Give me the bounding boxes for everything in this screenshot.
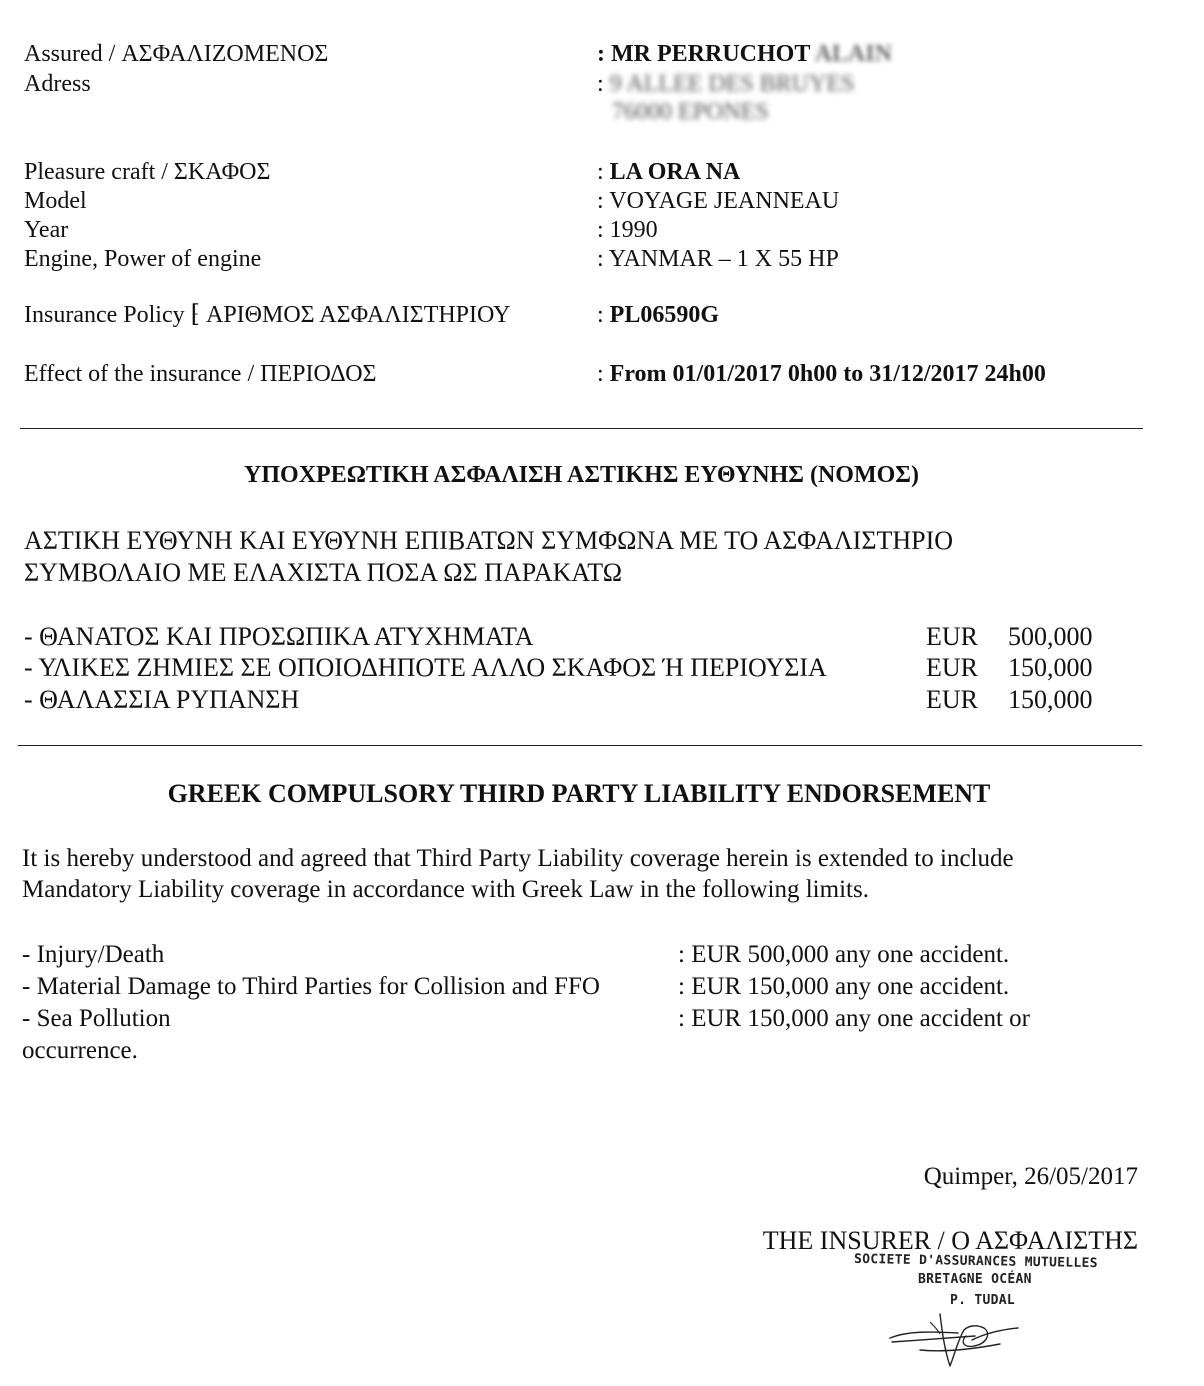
engine-value bbox=[597, 247, 839, 271]
greek-paragraph-line1: ΑΣΤΙΚΗ ΕΥΘΥΝΗ ΚΑΙ ΕΥΘΥΝΗ ΕΠΙΒΑΤΩΝ ΣΥΜΦΩΝΑ ΜΕ ΤΟ ΑΣΦΑΛΙΣΤΗΡΙΟ bbox=[24, 526, 954, 555]
address-line1-redacted: 9 ALLEE DES BRUYES bbox=[609, 71, 855, 97]
address-label: Adress bbox=[24, 71, 91, 97]
year-number: 1990 bbox=[609, 217, 658, 243]
greek-item-currency: EUR bbox=[926, 685, 978, 714]
greek-paragraph-line2: ΣΥΜΒΟΛΑΙΟ ΜΕ ΕΛΑΧΙΣΤΑ ΠΟΣΑ ΩΣ ΠΑΡΑΚΑΤΩ bbox=[24, 558, 623, 587]
model-value bbox=[597, 189, 839, 213]
effect-label: Effect of the insurance / ΠΕΡΙΟΔΟΣ bbox=[24, 361, 377, 387]
english-item-label: - Sea Pollution bbox=[22, 1005, 171, 1032]
field-separator: : bbox=[597, 41, 605, 67]
engine-label: Engine, Power of engine bbox=[24, 246, 262, 272]
company-stamp-line1: SOCIETE D'ASSURANCES MUTUELLES bbox=[853, 1251, 1098, 1272]
insurer-title: THE INSURER / Ο ΑΣΦΑΛΙΣΤΗΣ bbox=[762, 1226, 1138, 1255]
assured-name: MR PERRUCHOT bbox=[611, 41, 810, 67]
address-value-line1 bbox=[597, 72, 854, 96]
signature bbox=[880, 1300, 1030, 1370]
greek-section-title: ΥΠΟΧΡΕΩΤΙΚΗ ΑΣΦΑΛΙΣΗ ΑΣΤΙΚΗΣ ΕΥΘΥΝΗΣ (ΝΟΜΟΣ) bbox=[244, 462, 919, 488]
craft-name: LA ORA NA bbox=[609, 159, 741, 185]
effect-value bbox=[597, 362, 1046, 386]
english-item-label: - Injury/Death bbox=[22, 941, 165, 968]
english-paragraph-line1: It is hereby understood and agreed that Third Party Liability coverage herein is extended to include bbox=[22, 845, 1014, 872]
greek-item-currency: EUR bbox=[926, 653, 978, 682]
greek-item-label: - ΘΑΛΑΣΣΙΑ ΡΥΠΑΝΣΗ bbox=[24, 685, 300, 714]
policy-number: PL06590G bbox=[609, 302, 720, 328]
field-separator: : bbox=[597, 188, 604, 214]
policy-label: Insurance Policy ⁅ ΑΡΙΘΜΟΣ ΑΣΦΑΛΙΣΤΗΡΙΟΥ bbox=[24, 302, 511, 328]
greek-item-amount: 500,000 bbox=[1008, 622, 1093, 651]
english-item-label: - Material Damage to Third Parties for Collision and FFO bbox=[22, 973, 600, 1000]
policy-value bbox=[597, 303, 719, 327]
year-label: Year bbox=[24, 217, 69, 243]
address-line2-redacted: 76000 EPONES bbox=[612, 99, 769, 125]
field-separator: : bbox=[597, 361, 604, 387]
field-separator: : bbox=[597, 71, 604, 97]
field-separator: : bbox=[597, 159, 604, 185]
model-label: Model bbox=[24, 188, 87, 214]
place-and-date: Quimper, 26/05/2017 bbox=[923, 1163, 1138, 1190]
craft-value bbox=[597, 160, 740, 184]
english-item-value: : EUR 500,000 any one accident. bbox=[678, 941, 1010, 968]
company-stamp-line3: P. TUDAL bbox=[950, 1293, 1016, 1308]
english-item-continuation: occurrence. bbox=[22, 1037, 138, 1064]
english-item-value: : EUR 150,000 any one accident. bbox=[678, 973, 1010, 1000]
model-name: VOYAGE JEANNEAU bbox=[609, 188, 840, 214]
assured-name-redacted: ALAIN bbox=[814, 41, 892, 67]
year-value bbox=[597, 218, 658, 242]
engine-spec: YANMAR – 1 X 55 HP bbox=[608, 246, 839, 272]
craft-label: Pleasure craft / ΣΚΑΦΟΣ bbox=[24, 159, 271, 185]
english-paragraph-line2: Mandatory Liability coverage in accordance with Greek Law in the following limits. bbox=[22, 876, 869, 903]
field-separator: : bbox=[597, 246, 604, 272]
greek-item-currency: EUR bbox=[926, 622, 978, 651]
section-divider bbox=[20, 428, 1143, 429]
section-divider bbox=[18, 745, 1142, 746]
company-stamp-line2: BRETAGNE OCÉAN bbox=[918, 1272, 1032, 1287]
field-separator: : bbox=[597, 217, 604, 243]
greek-item-label: - ΘΑΝΑΤΟΣ ΚΑΙ ΠΡΟΣΩΠΙΚΑ ΑΤΥΧΗΜΑΤΑ bbox=[24, 622, 534, 651]
assured-label: Assured / ΑΣΦΑΛΙΖΟΜΕΝΟΣ bbox=[24, 41, 329, 67]
field-separator: : bbox=[597, 302, 604, 328]
english-section-title: GREEK COMPULSORY THIRD PARTY LIABILITY ENDORSEMENT bbox=[167, 779, 991, 808]
effect-period: From 01/01/2017 0h00 to 31/12/2017 24h00 bbox=[609, 361, 1046, 387]
greek-item-amount: 150,000 bbox=[1008, 685, 1093, 714]
english-item-value: : EUR 150,000 any one accident or bbox=[678, 1005, 1030, 1032]
greek-item-amount: 150,000 bbox=[1008, 653, 1093, 682]
greek-item-label: - ΥΛΙΚΕΣ ΖΗΜΙΕΣ ΣΕ ΟΠΟΙΟΔΗΠΟΤΕ ΑΛΛΟ ΣΚΑΦΟΣ Ή ΠΕΡΙΟΥΣΙΑ bbox=[24, 653, 827, 682]
assured-value bbox=[597, 42, 892, 66]
